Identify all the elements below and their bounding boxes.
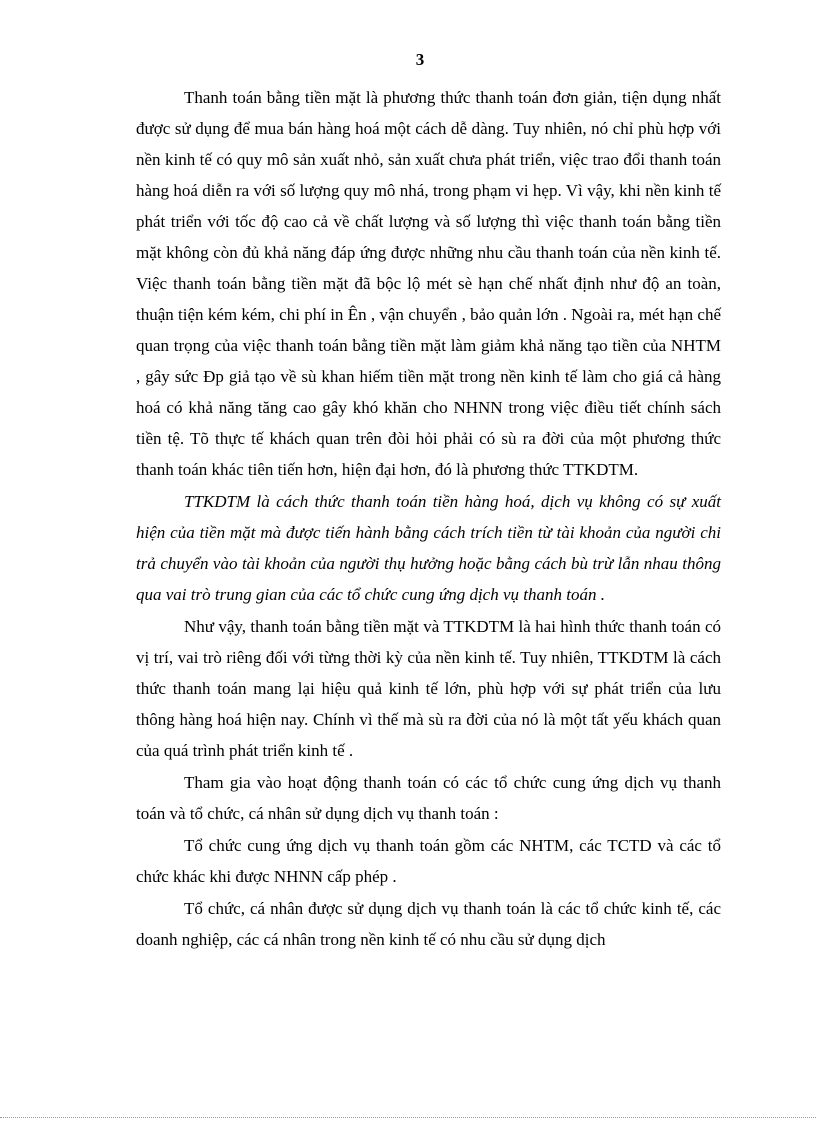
page-number: 3 [415, 50, 425, 69]
paragraph-users: Tổ chức, cá nhân được sử dụng dịch vụ thanh toán là các tổ chức kinh tế, các doanh nghiệp, các cá nhân trong nền kinh tế có nhu cầu sử dụng dịch [136, 899, 721, 949]
paragraph-participants: Tham gia vào hoạt động thanh toán có các tổ chức cung ứng dịch vụ thanh toán và tổ chức, cá nhân sử dụng dịch vụ thanh toán : [136, 773, 721, 823]
page-bottom-divider [0, 1117, 816, 1118]
paragraph-providers: Tổ chức cung ứng dịch vụ thanh toán gồm các NHTM, các TCTD và các tổ chức khác khi được NHNN cấp phép . [136, 836, 721, 886]
paragraph-ttkdtm-definition: TTKDTM là cách thức thanh toán tiền hàng hoá, dịch vụ không có sự xuất hiện của tiền mặt mà được tiến hành bằng cách trích tiền từ tài khoản của người chi trả chuyển vào tài khoản của người thụ hưởng hoặc bằng cách bù trừ lẫn nhau thông qua vai trò trung gian của các tổ chức cung ứng dịch vụ thanh toán . [136, 492, 721, 604]
paragraph-cash-payment: Thanh toán bằng tiền mặt là phương thức thanh toán đơn giản, tiện dụng nhất được sử dụng để mua bán hàng hoá một cách dễ dàng. Tuy nhiên, nó chỉ phù hợp với nền kinh tế có quy mô sản xuất nhỏ, sản xuất chưa phát triển, việc trao đổi thanh toán hàng hoá diễn ra với số lượng quy mô nhá, trong phạm vi hẹp. Vì vậy, khi nền kinh tế phát triển với tốc độ cao cả về chất lượng và số lượng thì việc thanh toán bằng tiền mặt không còn đủ khả năng đáp ứng được những nhu cầu thanh toán của nền kinh tế. Việc thanh toán bằng tiền mặt đã bộc lộ mét sè hạn chế nhất định như độ an toàn, thuận tiện kém kém, chi phí in Ên , vận chuyển , bảo quản lớn . Ngoài ra, mét hạn chế quan trọng của việc thanh toán bằng tiền mặt làm giảm khả năng tạo tiền của NHTM , gây sức Ðp giả tạo về sù khan hiếm tiền mặt trong nền kinh tế làm cho giá cả hàng hoá có khả năng tăng cao gây khó khăn cho NHNN trong việc điều tiết chính sách tiền tệ. Tõ thực tế khách quan trên đòi hỏi phải có sù ra đời của một phương thức thanh toán khác tiên tiến hơn, hiện đại hơn, đó là phương thức TTKDTM. [136, 88, 721, 479]
document-body [136, 82, 721, 955]
paragraph-comparison: Như vậy, thanh toán bằng tiền mặt và TTKDTM là hai hình thức thanh toán có vị trí, vai trò riêng đối với từng thời kỳ của nền kinh tế. Tuy nhiên, TTKDTM là cách thức thanh toán mang lại hiệu quả kinh tế lớn, phù hợp với sự phát triển của lưu thông hàng hoá hiện nay. Chính vì thế mà sù ra đời của nó là một tất yếu khách quan của quá trình phát triển kinh tế . [136, 617, 721, 760]
